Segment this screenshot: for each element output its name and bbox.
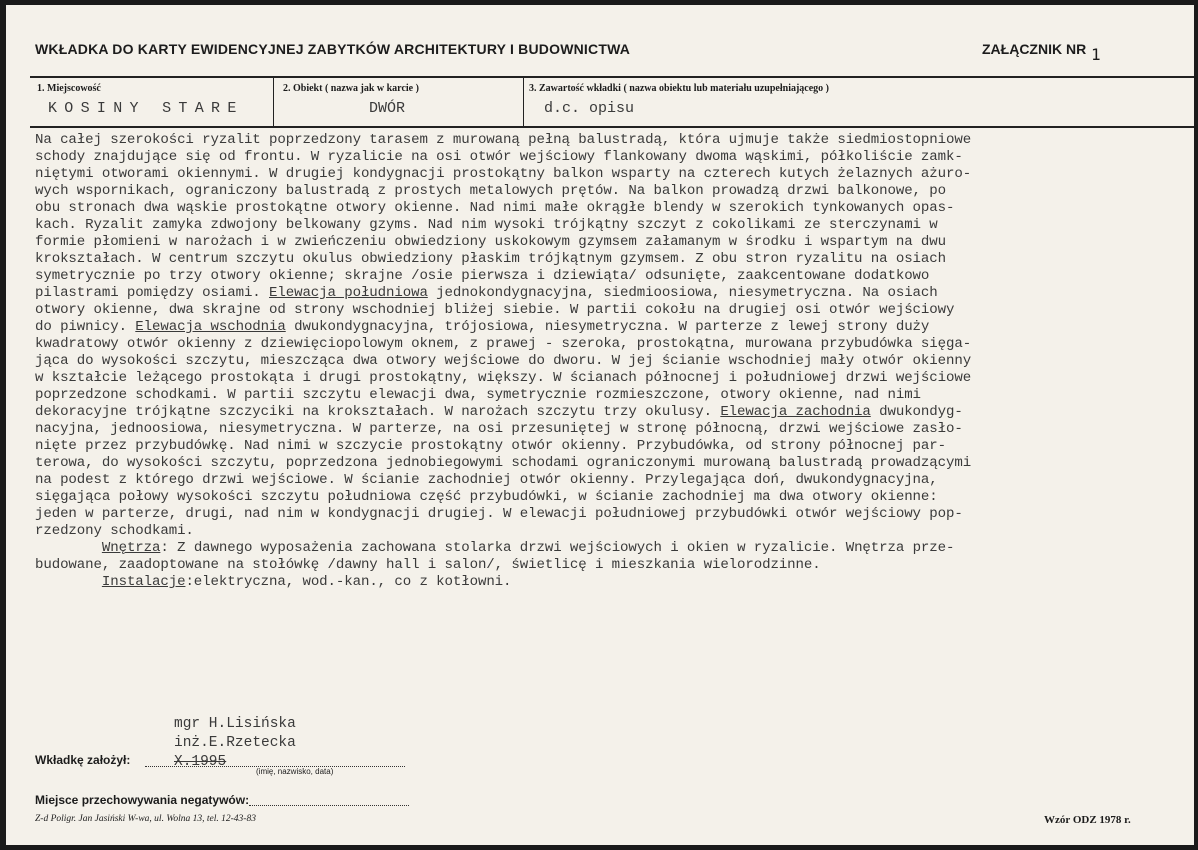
text-line: w kształcie leżącego prostokąta i drugi prostokątny, większy. W ścianach północnej i południowej drzwi wejściowe bbox=[35, 370, 972, 386]
form-number: Wzór ODZ 1978 r. bbox=[1044, 814, 1131, 826]
heading-west-elevation: Elewacja zachodnia bbox=[720, 404, 871, 420]
text-line: : Z dawnego wyposażenia zachowana stolarka drzwi wejściowych i okien w ryzalicie. Wnętrza prze- bbox=[160, 540, 955, 556]
content-label bbox=[529, 83, 829, 94]
text-line: dwukondyg- bbox=[870, 404, 963, 420]
text-line: do piwnicy. bbox=[35, 319, 136, 335]
negatives-line bbox=[249, 805, 409, 806]
text-line: krokształach. W centrum szczytu okulus obwiedziony płaskim trójkątnym gzymsem. Z obu stron ryzalitu na osiach bbox=[35, 251, 946, 267]
object-label bbox=[283, 83, 419, 94]
heading-south-elevation: Elewacja południowa bbox=[269, 285, 428, 301]
text-line: symetrycznie po trzy otwory okienne; skrajne /osie pierwsza i dziewiąta/ odsunięte, zaakcentowane dodatkowo bbox=[35, 268, 930, 284]
content-value: d.c. opisu bbox=[544, 100, 635, 117]
annex-number: 1 bbox=[1091, 45, 1101, 64]
negatives-label: Miejsce przechowywania negatywów: bbox=[35, 793, 250, 807]
insert-date: X.1995 bbox=[174, 754, 227, 770]
text-line: nięte przez przybudówkę. Nad nimi w szczycie prostokątny otwór okienny. Przybudówka, od strony północnej par- bbox=[35, 438, 946, 454]
heading-interiors: Wnętrza bbox=[101, 540, 161, 556]
object-label-text: 2. Obiekt bbox=[283, 83, 323, 94]
text-line: jednokondygnacyjna, siedmioosiowa, niesymetryczna. Na osiach bbox=[427, 285, 938, 301]
heading-installations: Instalacje bbox=[101, 574, 186, 590]
text-line: dekoracyjne trójkątne szczyciki na krokształach. W narożach szczytu trzy okulusy. bbox=[35, 404, 721, 420]
object-value: DWÓR bbox=[369, 100, 406, 117]
author-2: inż.E.Rzetecka bbox=[174, 735, 296, 751]
text-line: rzedzony schodkami. bbox=[35, 523, 194, 539]
text-line: na podest z którego drzwi wejściowe. W ścianie zachodniej otwór okienny. Przylegająca doń, dwukondygnacyjna, bbox=[35, 472, 938, 488]
field-divider bbox=[273, 76, 274, 127]
text-line: :elektryczna, wod.-kan., co z kotłowni. bbox=[185, 574, 512, 590]
text-line: obu stronach dwa wąskie prostokątne otwory okienne. Nad nimi małe okrągłe blendy w szerokich tynkowanych opas- bbox=[35, 200, 955, 216]
text-line: niętymi otworami okiennymi. W drugiej kondygnacji prostokątny balkon wsparty na czterech kutych żelaznych ażuro- bbox=[35, 166, 972, 182]
description-text bbox=[35, 132, 1185, 591]
text-line: budowane, zaadoptowane na stołówkę /dawny hall i salon/, świetlicę i mieszkania wielorodzinne. bbox=[35, 557, 821, 573]
card-title: WKŁADKA DO KARTY EWIDENCYJNEJ ZABYTKÓW ARCHITEKTURY I BUDOWNICTWA bbox=[35, 41, 631, 57]
text-line: terowa, do wysokości szczytu, poprzedzona jednobiegowymi schodami ograniczonymi murowaną balustradą prowadzącymi bbox=[35, 455, 972, 471]
place-value: KOSINY STARE bbox=[48, 100, 244, 117]
text-line: dwukondygnacyjna, trójosiowa, niesymetryczna. W parterze z lewej strony duży bbox=[285, 319, 930, 335]
author-1: mgr H.Lisińska bbox=[174, 716, 296, 732]
object-label-note: ( nazwa jak w karcie ) bbox=[324, 83, 419, 94]
text-line: kwadratowy otwór okienny z dziewięciopolowym oknem, z prawej - szeroka, prostokątna, murowana przybudówka sięga- bbox=[35, 336, 972, 352]
text-line: wych wspornikach, ograniczony balustradą z prostych metalowych prętów. Na balkon prowadzą drzwi balkonowe, po bbox=[35, 183, 946, 199]
text-line: schody znajdujące się od frontu. W ryzalicie na osi otwór wejściowy flankowany dwoma wąskimi, półkoliście zamk- bbox=[35, 149, 963, 165]
text-line: otwory okienne, dwa skrajne od strony wschodniej bliżej siebie. W partii cokołu na drugiej osi otwór wejściowy bbox=[35, 302, 955, 318]
field-divider bbox=[523, 76, 524, 127]
text-line: formie płomieni w narożach i w zwieńczeniu obwiedziony uskokowym gzymsem załamanym w środku i wspartym na dwu bbox=[35, 234, 946, 250]
inventory-card bbox=[6, 5, 1194, 845]
text-line: nacyjna, jednoosiowa, niesymetryczna. W parterze, na osi przesuniętej w stronę północną, drzwi wejściowe zasło- bbox=[35, 421, 963, 437]
text-line: kach. Ryzalit zamyka zdwojony belkowany gzyms. Nad nim wysoki trójkątny szczyt z cokolikami ze sterczynami w bbox=[35, 217, 938, 233]
top-rule bbox=[30, 76, 1194, 78]
text-line: sięgająca połowy wysokości szczytu południowa część przybudówki, w ścianie zachodniej ma dwa otwory okienne: bbox=[35, 489, 938, 505]
content-label-note: ( nazwa obiektu lub materiału uzupełniającego ) bbox=[623, 83, 830, 94]
content-label-text: 3. Zawartość wkładki bbox=[529, 83, 621, 94]
fields-rule bbox=[30, 126, 1194, 128]
created-by-label: Wkładkę założył: bbox=[35, 753, 131, 767]
printer-imprint: Z-d Poligr. Jan Jasiński W-wa, ul. Wolna 13, tel. 12-43-83 bbox=[35, 814, 256, 824]
text-line: pilastrami pomiędzy osiami. bbox=[35, 285, 270, 301]
heading-east-elevation: Elewacja wschodnia bbox=[135, 319, 286, 335]
place-label: 1. Miejscowość bbox=[37, 83, 101, 94]
text-line: poprzedzone schodkami. W partii szczytu elewacji dwa, symetrycznie rozmieszczone, otwory okienne, nad nimi bbox=[35, 387, 921, 403]
annex-label: ZAŁĄCZNIK NR bbox=[982, 41, 1087, 57]
text-line: jąca do wysokości szczytu, mieszcząca dwa otwory wejściowe do dworu. W jej ścianie wschodniej mały otwór okienny bbox=[35, 353, 972, 369]
created-by-caption: (imię, nazwisko, data) bbox=[256, 767, 334, 776]
text-line: jeden w parterze, drugi, nad nim w kondygnacji drugiej. W elewacji południowej przybudówki otwór wejściowy pop- bbox=[35, 506, 963, 522]
text-line: Na całej szerokości ryzalit poprzedzony tarasem z murowaną pełną balustradą, która ujmuje także siedmiostopniowe bbox=[35, 132, 972, 148]
